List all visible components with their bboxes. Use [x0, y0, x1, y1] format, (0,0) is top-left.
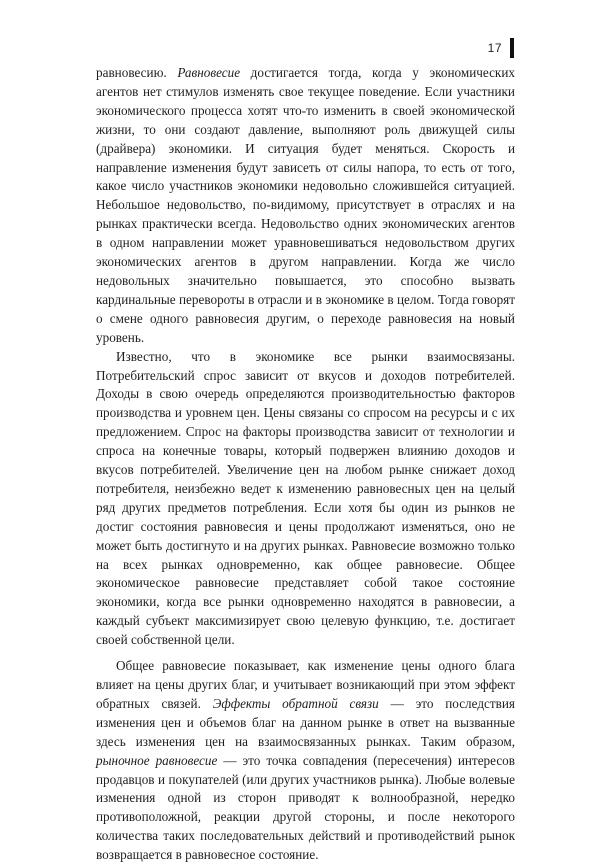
text-run: — это последствия изменения цен и объемов благ на данном рынке в ответ на вызванные здесь изменения цен на взаимосвязанных рынках. Таким образом,	[96, 695, 515, 749]
body-text	[96, 64, 515, 865]
page-marker-bar	[510, 38, 514, 58]
text-run: Общее равновесие показывает, как изменение цены одного блага влияет на цены других благ, и учитывает возникающий при этом эффект обратных связей.	[96, 658, 515, 711]
term-equilibrium: Равновесие	[177, 65, 241, 80]
paragraph	[96, 657, 515, 865]
text-run: — это точка совпадения (пересечения) интересов продавцов и покупателей (или других участников рынка). Любые волевые изменения одной из сторон приводят к волнообразной, нередко противоположной, реакции другой стороны, и после некоторого количества таких последовательных действий и противодействий рынок возвращается в равновесное состояние.	[96, 752, 515, 863]
text-run: достигается тогда, когда у экономических агентов нет стимулов изменять свое текущее поведение. Если участники экономического процесса хотят что-то изменить в своей экономической жизни, то они создают давление, выполняют роль движущей силы (драйвера) экономики. И ситуация будет меняться. Скорость и направление изменения будут зависеть от силы напора, то есть от того, какое число участников экономики недовольно сложившейся ситуацией. Небольшое недовольство, по-видимому, присутствует в отраслях и на рынках практически всегда. Недовольство одних экономических агентов в одном направлении может уравновешиваться недовольством других экономических агентов в другом направлении. Когда же число недовольных значительно повышается, это способно вызвать кардинальные перевороты в отрасли и в экономике в целом. Тогда говорят о смене одного равновесия другим, о переходе равновесия на новый уровень.	[96, 65, 515, 345]
paragraph	[96, 64, 515, 348]
term-market-equilibrium: рыночное равновесие	[96, 752, 218, 768]
page-number: 17	[487, 41, 502, 55]
text-run: равновесию.	[96, 65, 178, 80]
page-header	[488, 38, 514, 58]
term-feedback-effects: Эффекты обратной связи	[212, 695, 379, 711]
paragraph	[96, 348, 515, 651]
text-run: Известно, что в экономике все рынки взаимосвязаны. Потребительский спрос зависит от вкусов и доходов потребителей. Доходы в свою очередь определяются производительностью факторов производства и уровнем цен. Цены связаны со спросом на ресурсы и с их предложением. Спрос на факторы производства зависит от технологии и спроса на конечные товары, который подвержен влиянию доходов и вкусов потребителей. Увеличение цен на любом рынке снижает доход потребителя, неизбежно ведет к изменению равновесных цен на целый ряд других предметов потребления. Если хотя бы один из рынков не достиг состояния равновесия и цены продолжают изменяться, оно не может быть достигнуто и на других рынках. Равновесие возможно только на всех рынках одновременно, как общее равновесие. Общее экономическое равновесие представляет собой такое состояние экономики, когда все рынки одновременно находятся в равновесии, а каждый субъект максимизирует свою целевую функцию, т.е. достигает своей собственной цели.	[96, 348, 515, 648]
